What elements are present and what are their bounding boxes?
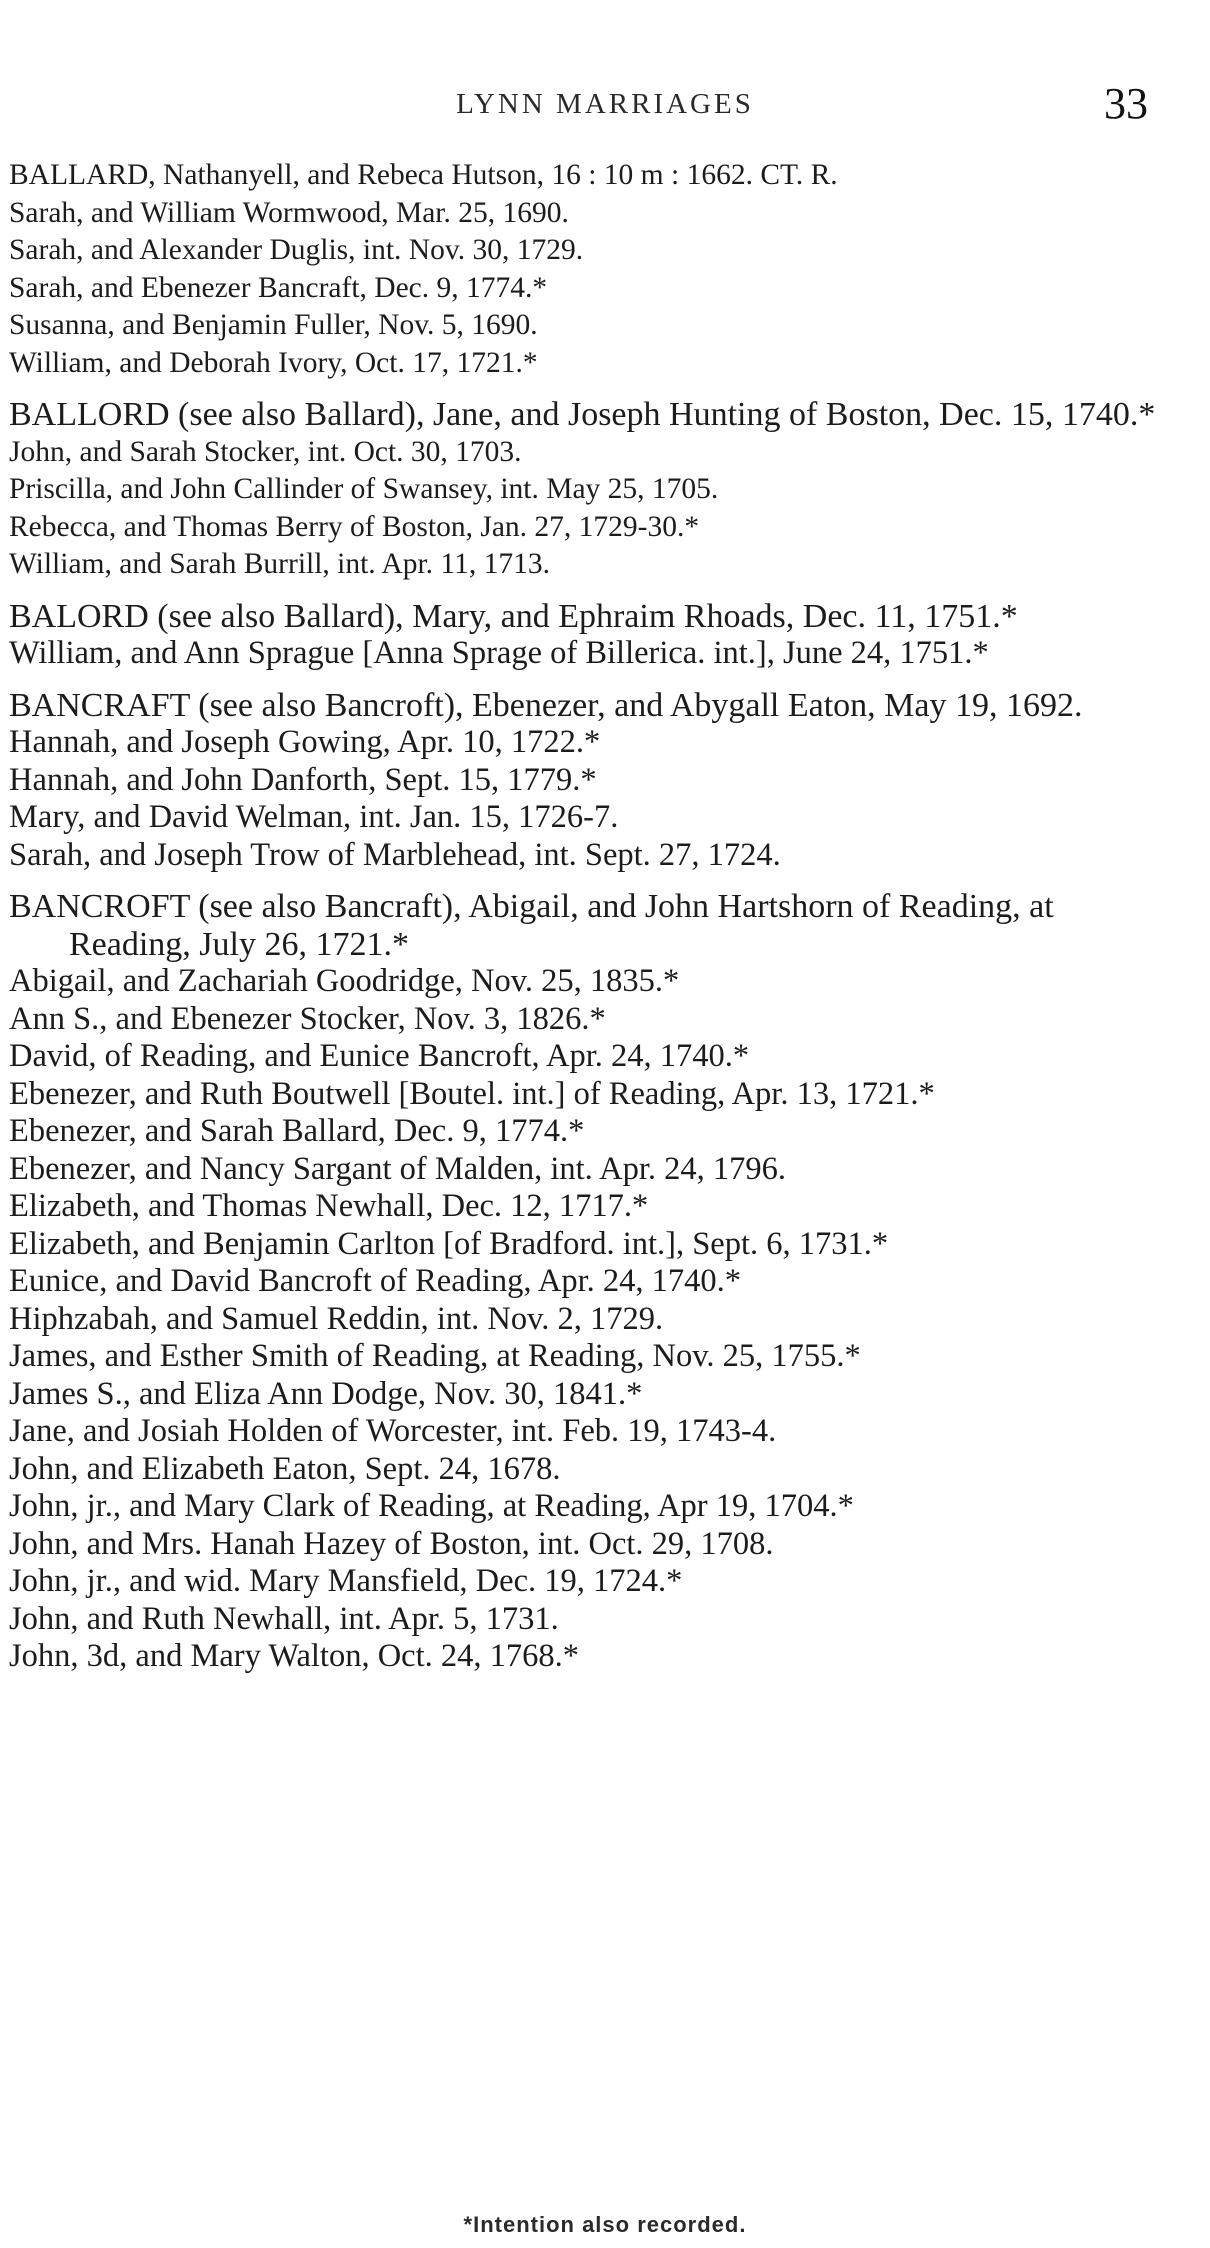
marriage-entries bbox=[9, 157, 1170, 1690]
marriage-entry: Rebecca, and Thomas Berry of Boston, Jan. 27, 1729-30.* bbox=[9, 510, 700, 543]
marriage-entry: Elizabeth, and Benjamin Carlton [of Bradford. int.], Sept. 6, 1731.* bbox=[9, 1225, 889, 1262]
marriage-entry: John, jr., and wid. Mary Mansfield, Dec. 19, 1724.* bbox=[9, 1563, 683, 1599]
footnote: *Intention also recorded. bbox=[463, 2212, 747, 2237]
marriage-entry: Ebenezer, and Ruth Boutwell [Boutel. int.] of Reading, Apr. 13, 1721.* bbox=[9, 1075, 935, 1112]
surname-block-bancroft bbox=[9, 888, 1170, 1676]
marriage-entry: Sarah, and Ebenezer Bancraft, Dec. 9, 1774.* bbox=[9, 271, 548, 304]
marriage-entry: BALLARD, Nathanyell, and Rebeca Hutson, 16 : 10 m : 1662. CT. R. bbox=[9, 159, 838, 191]
marriage-entry: John, and Mrs. Hanah Hazey of Boston, int. Oct. 29, 1708. bbox=[9, 1525, 774, 1562]
marriage-entry: Hiphzabah, and Samuel Reddin, int. Nov. 2, 1729. bbox=[9, 1300, 664, 1337]
marriage-entry: Hannah, and John Danforth, Sept. 15, 1779.* bbox=[9, 761, 597, 798]
marriage-entry: Hannah, and Joseph Gowing, Apr. 10, 1722.* bbox=[9, 724, 601, 760]
marriage-entry: Abigail, and Zachariah Goodridge, Nov. 25, 1835.* bbox=[9, 963, 680, 999]
surname-heading-entry: BANCRAFT (see also Bancroft), Ebenezer, and Abygall Eaton, May 19, 1692. bbox=[9, 686, 1083, 724]
marriage-entry: Sarah, and Joseph Trow of Marblehead, int. Sept. 27, 1724. bbox=[9, 836, 781, 873]
marriage-entry: David, of Reading, and Eunice Bancroft, Apr. 24, 1740.* bbox=[9, 1038, 750, 1074]
marriage-entry: John, and Sarah Stocker, int. Oct. 30, 1703. bbox=[9, 435, 522, 468]
surname-heading-entry: BALORD (see also Ballard), Mary, and Ephraim Rhoads, Dec. 11, 1751.* bbox=[9, 597, 1018, 635]
marriage-entry: John, jr., and Mary Clark of Reading, at Reading, Apr 19, 1704.* bbox=[9, 1488, 854, 1524]
marriage-entry: Elizabeth, and Thomas Newhall, Dec. 12, 1717.* bbox=[9, 1188, 649, 1224]
marriage-entry: Sarah, and William Wormwood, Mar. 25, 1690. bbox=[9, 196, 569, 229]
marriage-entry: William, and Ann Sprague [Anna Sprage of Billerica. int.], June 24, 1751.* bbox=[9, 635, 989, 671]
surname-block-bancraft bbox=[9, 687, 1170, 875]
marriage-entry: Ann S., and Ebenezer Stocker, Nov. 3, 1826.* bbox=[9, 1000, 606, 1037]
surname-block-balord bbox=[9, 598, 1170, 673]
marriage-entry: John, and Ruth Newhall, int. Apr. 5, 1731. bbox=[9, 1600, 559, 1637]
marriage-entry: Jane, and Josiah Holden of Worcester, int. Feb. 19, 1743-4. bbox=[9, 1413, 777, 1449]
marriage-entry: Sarah, and Alexander Duglis, int. Nov. 30, 1729. bbox=[9, 234, 584, 266]
marriage-entry: John, 3d, and Mary Walton, Oct. 24, 1768.* bbox=[9, 1638, 579, 1674]
marriage-entry: Priscilla, and John Callinder of Swansey, int. May 25, 1705. bbox=[9, 473, 719, 505]
surname-block-ballard bbox=[9, 157, 1170, 382]
surname-heading-entry: BALLORD (see also Ballard), Jane, and Joseph Hunting of Boston, Dec. 15, 1740.* bbox=[9, 396, 1156, 433]
page-number: 33 bbox=[1104, 79, 1148, 128]
marriage-entry: Ebenezer, and Nancy Sargant of Malden, int. Apr. 24, 1796. bbox=[9, 1150, 787, 1187]
marriage-entry: William, and Deborah Ivory, Oct. 17, 1721.* bbox=[9, 346, 538, 379]
page-header bbox=[0, 78, 1210, 138]
marriage-entry: Eunice, and David Bancroft of Reading, Apr. 24, 1740.* bbox=[9, 1263, 741, 1299]
running-title: LYNN MARRIAGES bbox=[456, 88, 754, 120]
surname-block-ballord bbox=[9, 396, 1170, 584]
marriage-entry: James, and Esther Smith of Reading, at Reading, Nov. 25, 1755.* bbox=[9, 1338, 861, 1374]
marriage-entry: James S., and Eliza Ann Dodge, Nov. 30, 1841.* bbox=[9, 1375, 643, 1412]
marriage-entry: William, and Sarah Burrill, int. Apr. 11, 1713. bbox=[9, 548, 550, 580]
marriage-entry: Ebenezer, and Sarah Ballard, Dec. 9, 1774.* bbox=[9, 1113, 585, 1149]
surname-heading-entry: BANCROFT (see also Bancraft), Abigail, and John Hartshorn of Reading, at Reading, July 26, 1721.* bbox=[9, 888, 1054, 963]
marriage-entry: Susanna, and Benjamin Fuller, Nov. 5, 1690. bbox=[9, 309, 538, 341]
marriage-entry: John, and Elizabeth Eaton, Sept. 24, 1678. bbox=[9, 1450, 561, 1487]
marriage-entry: Mary, and David Welman, int. Jan. 15, 1726-7. bbox=[9, 799, 619, 835]
